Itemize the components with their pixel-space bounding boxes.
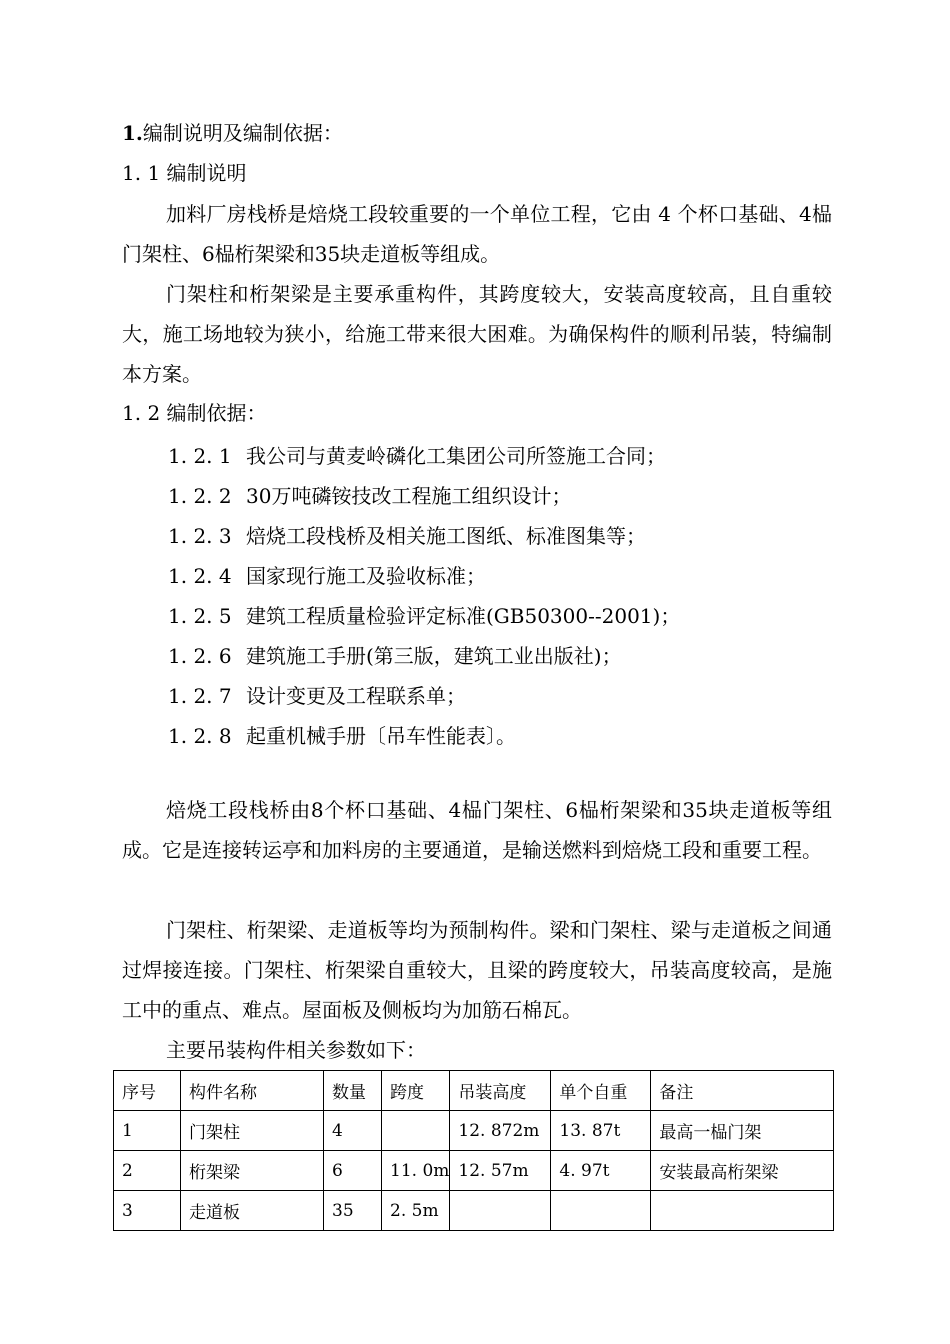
table-cell: 安装最高桁架梁 <box>651 1151 834 1191</box>
header-cell: 数量 <box>324 1071 382 1111</box>
section-1-heading <box>122 120 343 146</box>
header-cell: 构件名称 <box>181 1071 324 1111</box>
list-item-number: 1. 2. 3 <box>168 524 232 548</box>
table-cell: 桁架梁 <box>181 1151 324 1191</box>
table-cell: 最高一榀门架 <box>651 1111 834 1151</box>
table-cell: 13. 87t <box>551 1111 651 1151</box>
section-1-2-heading: 1. 2 编制依据： <box>122 401 267 425</box>
table-cell: 门架柱 <box>181 1111 324 1151</box>
header-cell: 跨度 <box>382 1071 450 1111</box>
basis-list <box>168 436 680 756</box>
table-cell: 6 <box>324 1151 382 1191</box>
table-cell: 2. 5m <box>382 1191 450 1231</box>
table-cell <box>651 1191 834 1231</box>
table-cell: 12. 872m <box>450 1111 551 1151</box>
list-item-text: 国家现行施工及验收标准； <box>246 564 486 588</box>
list-item-number: 1. 2. 6 <box>168 644 232 668</box>
lifting-parameters-table <box>113 1070 834 1231</box>
table-row <box>114 1111 834 1151</box>
list-item-number: 1. 2. 1 <box>168 444 232 468</box>
list-item-number: 1. 2. 5 <box>168 604 232 628</box>
section-1-number: 1. <box>122 121 143 145</box>
paragraph-table-intro: 主要吊装构件相关参数如下： <box>166 1038 426 1062</box>
table-cell: 35 <box>324 1191 382 1231</box>
list-item-text: 焙烧工段栈桥及相关施工图纸、标准图集等； <box>246 524 646 548</box>
table-cell: 4 <box>324 1111 382 1151</box>
header-cell: 序号 <box>114 1071 181 1111</box>
table-row <box>114 1191 834 1231</box>
table-cell: 12. 57m <box>450 1151 551 1191</box>
section-1-title: 编制说明及编制依据： <box>142 121 343 145</box>
list-item-text: 建筑工程质量检验评定标准(GB50300--2001)； <box>246 604 681 628</box>
list-item <box>168 716 680 756</box>
table-cell <box>551 1191 651 1231</box>
list-item <box>168 516 680 556</box>
list-item-number: 1. 2. 8 <box>168 724 232 748</box>
header-cell: 备注 <box>651 1071 834 1111</box>
list-item-number: 1. 2. 7 <box>168 684 232 708</box>
table-cell: 4. 97t <box>551 1151 651 1191</box>
table-cell: 3 <box>114 1191 181 1231</box>
list-item <box>168 476 680 516</box>
list-item-number: 1. 2. 4 <box>168 564 232 588</box>
list-item-text: 设计变更及工程联系单； <box>246 684 466 708</box>
list-item <box>168 596 680 636</box>
list-item <box>168 636 680 676</box>
section-1-1-heading: 1. 1 编制说明 <box>122 161 247 185</box>
table-row <box>114 1151 834 1191</box>
list-item <box>168 676 680 716</box>
table-cell: 走道板 <box>181 1191 324 1231</box>
table-cell <box>382 1111 450 1151</box>
list-item-text: 起重机械手册〔吊车性能表〕。 <box>246 724 516 748</box>
header-cell: 单个自重 <box>551 1071 651 1111</box>
table-header-row <box>114 1071 834 1111</box>
list-item-text: 30万吨磷铵技改工程施工组织设计； <box>246 484 572 508</box>
list-item-text: 我公司与黄麦岭磷化工集团公司所签施工合同； <box>246 444 666 468</box>
paragraph-components: 门架柱、桁架梁、走道板等均为预制构件。梁和门架柱、梁与走道板之间通过焊接连接。门架柱、桁架梁自重较大，且梁的跨度较大，吊装高度较高，是施工中的重点、难点。屋面板及侧板均为加筋石棉瓦。 <box>122 918 832 1022</box>
header-cell: 吊装高度 <box>450 1071 551 1111</box>
list-item-text: 建筑施工手册(第三版，建筑工业出版社)； <box>246 644 622 668</box>
list-item <box>168 436 680 476</box>
table-cell <box>450 1191 551 1231</box>
paragraph-intro: 加料厂房栈桥是焙烧工段较重要的一个单位工程，它由 4 个杯口基础、4榀门架柱、6榀桁架梁和35块走道板等组成。 <box>122 202 832 266</box>
table-cell: 1 <box>114 1111 181 1151</box>
paragraph-difficulty: 门架柱和桁架梁是主要承重构件，其跨度较大，安装高度较高，且自重较大，施工场地较为狭小，给施工带来很大困难。为确保构件的顺利吊装，特编制本方案。 <box>122 282 832 386</box>
table-cell: 11. 0m <box>382 1151 450 1191</box>
paragraph-overview: 焙烧工段栈桥由8个杯口基础、4榀门架柱、6榀桁架梁和35块走道板等组成。它是连接转运亭和加料房的主要通道，是输送燃料到焙烧工段和重要工程。 <box>122 798 832 862</box>
table-cell: 2 <box>114 1151 181 1191</box>
list-item <box>168 556 680 596</box>
list-item-number: 1. 2. 2 <box>168 484 232 508</box>
